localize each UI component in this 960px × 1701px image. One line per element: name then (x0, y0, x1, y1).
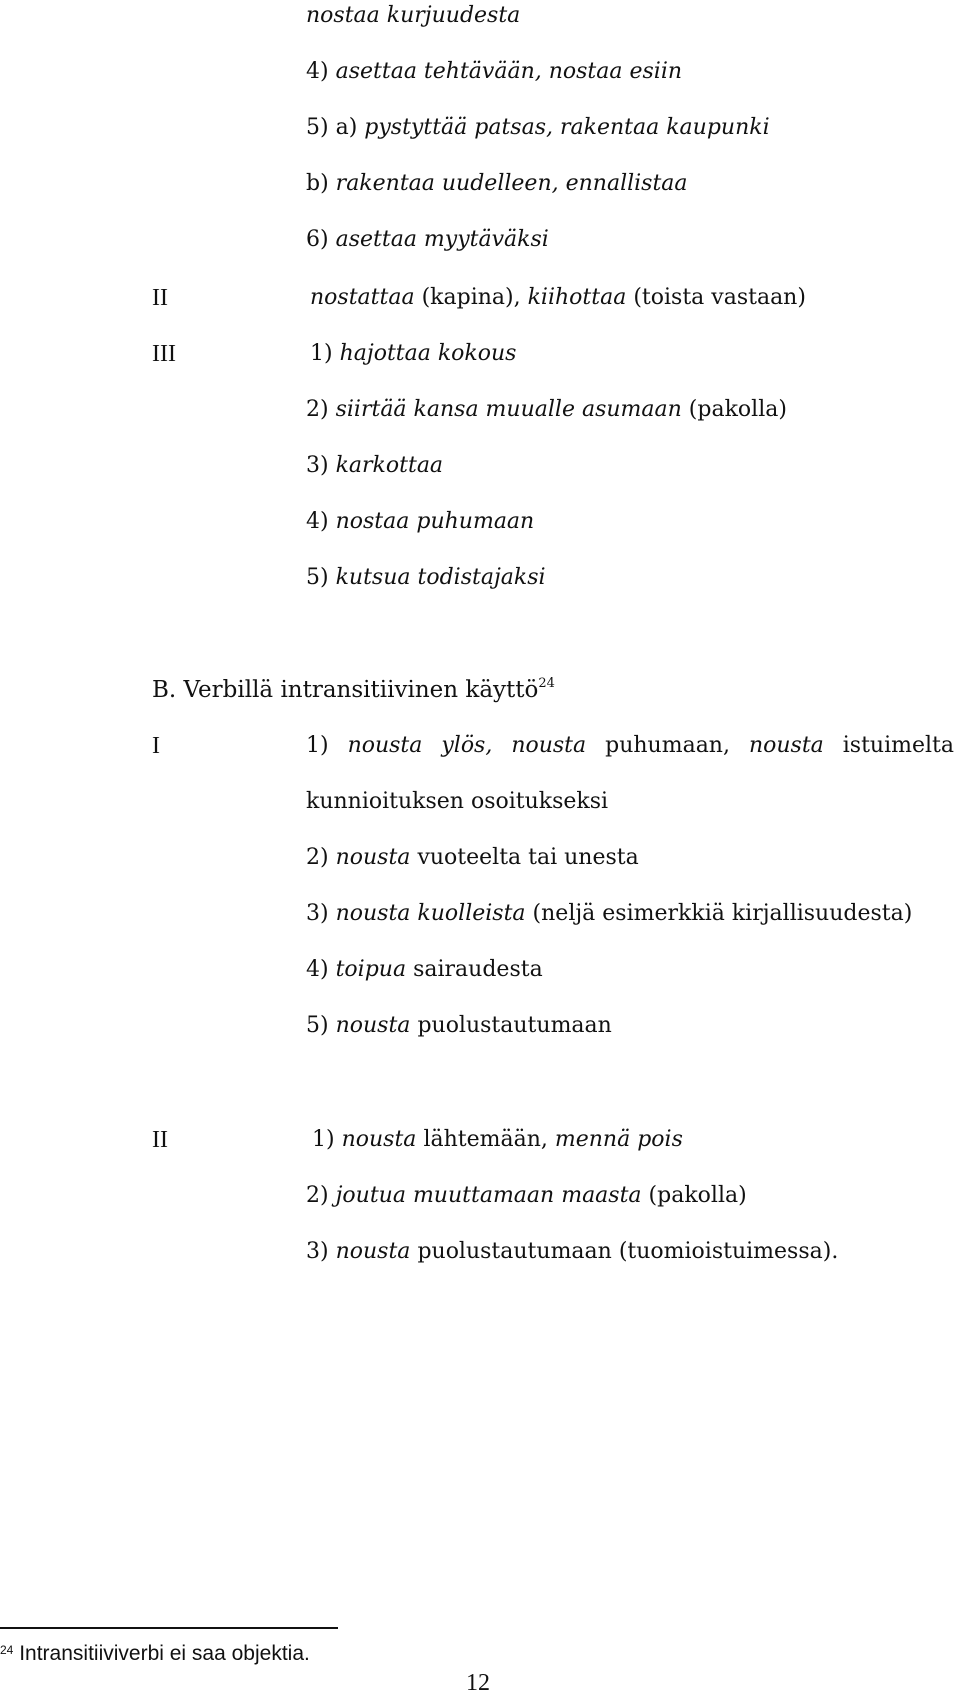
gloss-text: (kapina), (421, 285, 521, 310)
b-ii-line-2 (306, 1182, 747, 1210)
item-number: 5) a) (306, 115, 358, 140)
gloss-text: puolustautumaan (417, 1013, 612, 1038)
line-6 (306, 226, 549, 254)
entry-text: rakentaa uudelleen, ennallistaa (335, 171, 688, 196)
entry-text: nousta (511, 733, 587, 758)
entry-text: nostaa puhumaan (335, 509, 535, 534)
entry-text: nousta (335, 845, 411, 870)
item-number: 6) (306, 227, 329, 252)
section-iii-item (306, 508, 534, 536)
gloss-text: istuimelta (842, 733, 955, 758)
entry-text: nousta (335, 1239, 411, 1264)
line-5b (306, 170, 688, 198)
footnote-rule (0, 1627, 338, 1629)
roman-numeral-i: I (152, 733, 160, 759)
gloss-text: lähtemään, (423, 1127, 548, 1152)
entry-text: nousta kuolleista (335, 901, 526, 926)
gloss-text: puolustautumaan (tuomioistuimessa). (417, 1239, 839, 1264)
b-i-line-5 (306, 1012, 612, 1040)
page-number: 12 (466, 1670, 490, 1696)
item-number: b) (306, 171, 329, 196)
entry-text: joutua muuttamaan maasta (335, 1183, 642, 1208)
section-ii-line (310, 284, 806, 312)
item-number: 3) (306, 901, 329, 926)
item-number: 2) (306, 397, 329, 422)
footnote (0, 1642, 310, 1666)
item-number: 5) (306, 565, 329, 590)
b-i-line-1 (306, 732, 954, 760)
b-ii-line-3 (306, 1238, 838, 1266)
item-number: 4) (306, 509, 329, 534)
entry-text: nousta (341, 1127, 417, 1152)
entry-text: kutsua todistajaksi (335, 565, 546, 590)
section-iii-item (306, 452, 443, 480)
gloss-text: (toista vastaan) (633, 285, 806, 310)
gloss-text: (pakolla) (688, 397, 787, 422)
entry-text: asettaa myytäväksi (335, 227, 549, 252)
entry-text: mennä pois (554, 1127, 683, 1152)
section-iii-item (306, 564, 546, 592)
gloss-text: vuoteelta tai unesta (417, 845, 639, 870)
item-number: 1) (306, 733, 329, 758)
line-nostaa-kurjuudesta (306, 2, 520, 30)
entry-text: hajottaa kokous (339, 341, 517, 366)
b-i-line-4 (306, 956, 543, 984)
entry-text: nousta ylös, (347, 733, 493, 758)
section-iii-item (310, 340, 516, 368)
gloss-text: puhumaan, (605, 733, 730, 758)
roman-numeral-ii-b: II (152, 1127, 168, 1153)
item-number: 2) (306, 1183, 329, 1208)
item-number: 1) (312, 1127, 335, 1152)
b-i-line-1-cont: kunnioituksen osoitukseksi (306, 789, 609, 814)
entry-text: asettaa tehtävään, nostaa esiin (335, 59, 683, 84)
b-i-line-3 (306, 900, 912, 928)
entry-text: siirtää kansa muualle asumaan (335, 397, 682, 422)
entry-text: nousta (748, 733, 824, 758)
item-number: 4) (306, 59, 329, 84)
gloss-text: (neljä esimerkkiä kirjallisuudesta) (532, 901, 913, 926)
item-number: 3) (306, 453, 329, 478)
entry-text: toipua (335, 957, 407, 982)
item-number: 5) (306, 1013, 329, 1038)
b-ii-line-1 (312, 1126, 683, 1154)
line-5a (306, 114, 770, 142)
footnote-reference: 24 (538, 676, 555, 691)
heading-text: B. Verbillä intransitiivinen käyttö (152, 677, 539, 703)
footnote-text: Intransitiiviverbi ei saa objektia. (19, 1642, 310, 1665)
item-number: 1) (310, 341, 333, 366)
entry-text: karkottaa (335, 453, 444, 478)
section-heading (152, 676, 555, 704)
line-4 (306, 58, 682, 86)
entry-text: nousta (335, 1013, 411, 1038)
roman-numeral-iii: III (152, 341, 176, 367)
entry-text: nostattaa (310, 285, 415, 310)
section-iii-item (306, 396, 787, 424)
entry-text: kiihottaa (527, 285, 627, 310)
gloss-text: (pakolla) (648, 1183, 747, 1208)
footnote-marker: 24 (0, 1643, 14, 1657)
item-number: 3) (306, 1239, 329, 1264)
item-number: 2) (306, 845, 329, 870)
entry-text: pystyttää patsas, rakentaa kaupunki (364, 115, 770, 140)
b-i-line-2 (306, 844, 639, 872)
entry-text: nostaa kurjuudesta (306, 3, 521, 28)
roman-numeral-ii: II (152, 285, 168, 311)
item-number: 4) (306, 957, 329, 982)
gloss-text: sairaudesta (413, 957, 543, 982)
